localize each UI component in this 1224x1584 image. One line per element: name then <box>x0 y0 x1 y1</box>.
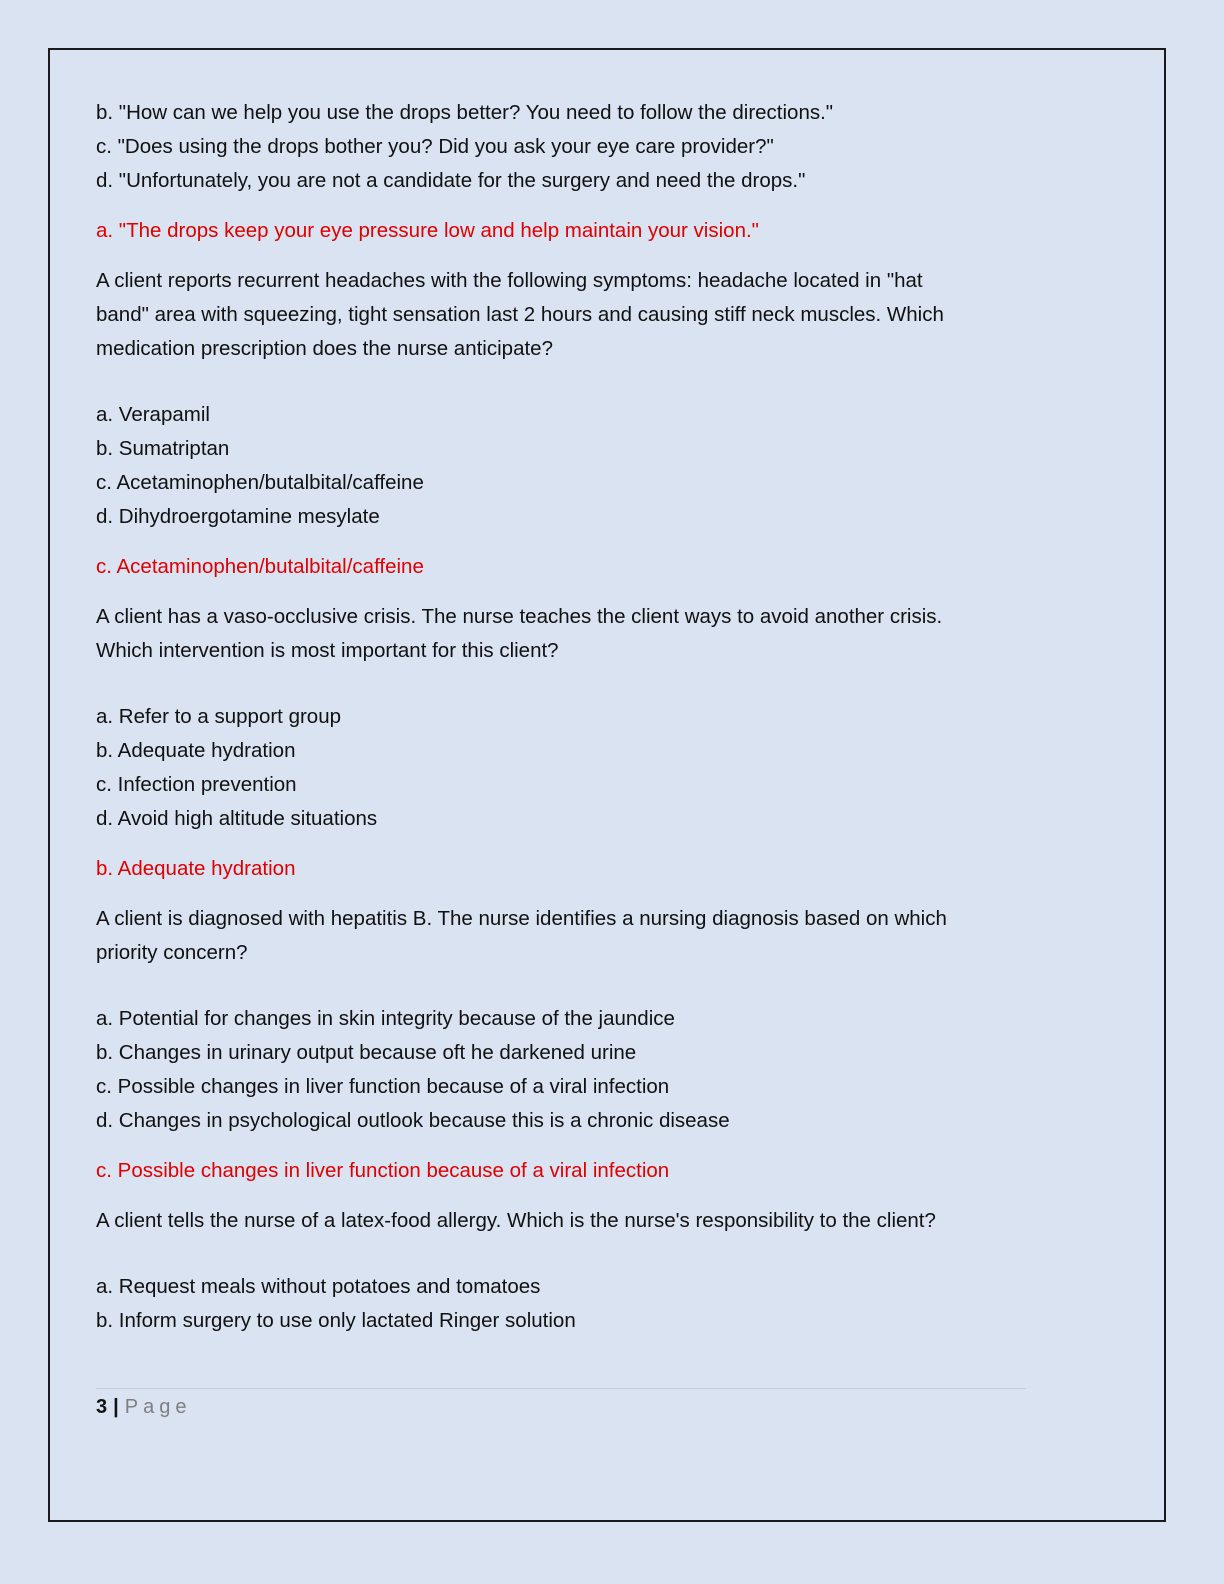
option-line: b. Adequate hydration <box>96 739 296 762</box>
option-line: b. Changes in urinary output because oft he darkened urine <box>96 1041 637 1064</box>
option-line: b. Inform surgery to use only lactated Ringer solution <box>96 1309 576 1332</box>
option-line: b. Sumatriptan <box>96 437 230 460</box>
footer-separator: | <box>113 1396 119 1418</box>
answer-line: a. "The drops keep your eye pressure low and help maintain your vision." <box>96 219 759 242</box>
question-stem: A client tells the nurse of a latex-food allergy. Which is the nurse's responsibility to the client? <box>96 1209 936 1232</box>
answer-line: b. Adequate hydration <box>96 857 296 880</box>
question-1-options <box>96 96 1026 198</box>
option-line: c. Infection prevention <box>96 773 297 796</box>
option-line: b. "How can we help you use the drops better? You need to follow the directions." <box>96 101 834 124</box>
option-line: d. Avoid high altitude situations <box>96 807 378 830</box>
question-stem: band" area with squeezing, tight sensation last 2 hours and causing stiff neck muscles. Which <box>96 303 944 326</box>
option-line: a. Verapamil <box>96 403 210 426</box>
page-footer <box>96 1392 191 1422</box>
option-line: d. "Unfortunately, you are not a candidate for the surgery and need the drops." <box>96 169 806 192</box>
question-3 <box>96 600 1026 886</box>
question-5 <box>96 1204 1026 1338</box>
option-line: a. Request meals without potatoes and tomatoes <box>96 1275 541 1298</box>
footer-divider <box>96 1388 1026 1389</box>
question-stem: Which intervention is most important for this client? <box>96 639 559 662</box>
answer-line: c. Acetaminophen/butalbital/caffeine <box>96 555 424 578</box>
option-line: a. Potential for changes in skin integrity because of the jaundice <box>96 1007 675 1030</box>
question-4 <box>96 902 1026 1188</box>
question-stem: A client reports recurrent headaches with the following symptoms: headache located in "hat <box>96 269 923 292</box>
option-line: c. "Does using the drops bother you? Did you ask your eye care provider?" <box>96 135 774 158</box>
option-line: c. Possible changes in liver function because of a viral infection <box>96 1075 670 1098</box>
option-line: c. Acetaminophen/butalbital/caffeine <box>96 471 424 494</box>
question-stem: A client is diagnosed with hepatitis B. The nurse identifies a nursing diagnosis based on which <box>96 907 947 930</box>
option-line: d. Dihydroergotamine mesylate <box>96 505 380 528</box>
question-stem: priority concern? <box>96 941 248 964</box>
option-line: d. Changes in psychological outlook because this is a chronic disease <box>96 1109 730 1132</box>
page-number: 3 <box>96 1396 108 1418</box>
question-stem: medication prescription does the nurse anticipate? <box>96 337 553 360</box>
option-line: a. Refer to a support group <box>96 705 342 728</box>
question-stem: A client has a vaso-occlusive crisis. The nurse teaches the client ways to avoid another crisis. <box>96 605 943 628</box>
document-body <box>96 96 1026 1338</box>
answer-line: c. Possible changes in liver function because of a viral infection <box>96 1159 670 1182</box>
page-label: Page <box>124 1396 192 1418</box>
question-2 <box>96 264 1026 584</box>
